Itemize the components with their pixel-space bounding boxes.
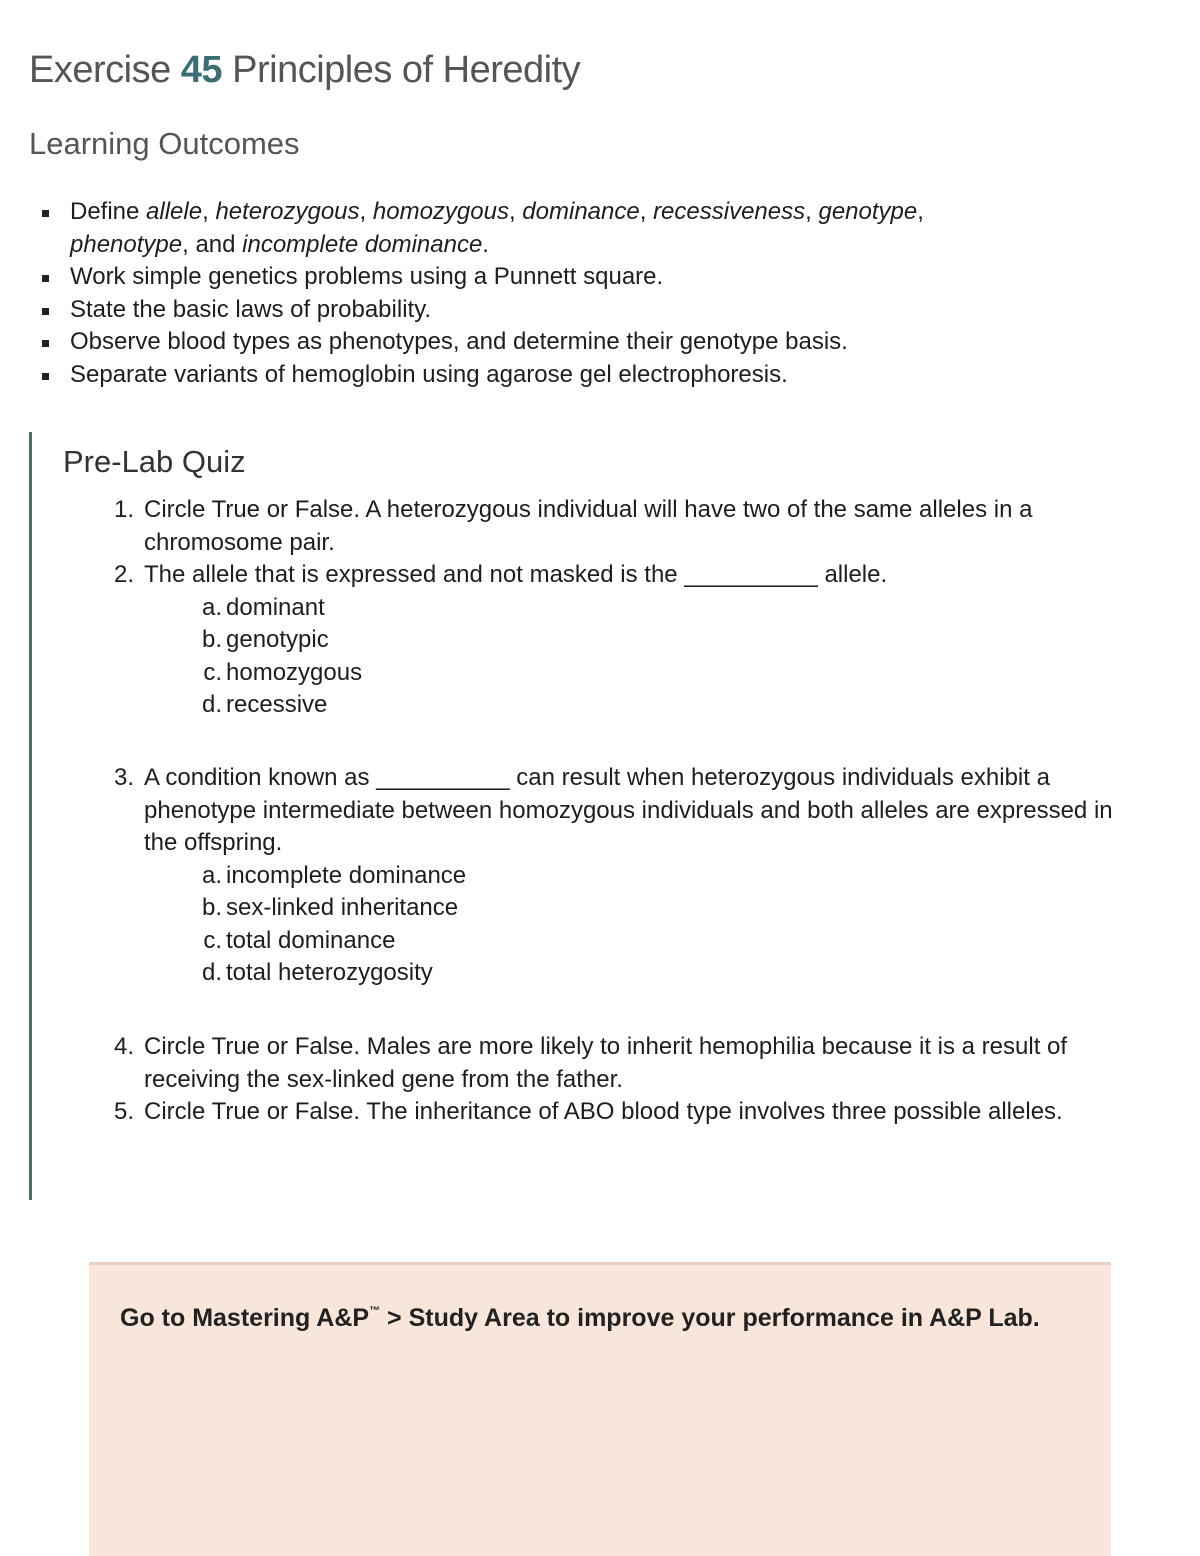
option-letter: c. xyxy=(203,926,222,954)
question-number: 4. xyxy=(114,1033,135,1060)
answer-option xyxy=(196,892,1124,925)
answer-options xyxy=(196,860,1124,990)
quiz-question-5 xyxy=(114,1096,1124,1129)
outcome-text: Observe blood types as phenotypes, and determine their genotype basis. xyxy=(70,328,848,355)
question-number: 2. xyxy=(114,561,135,588)
option-text: total dominance xyxy=(226,926,396,954)
option-text: incomplete dominance xyxy=(226,861,467,889)
option-text: sex-linked inheritance xyxy=(226,894,459,921)
list-item xyxy=(42,196,1152,261)
outcome-text: , xyxy=(508,198,523,225)
option-letter: a. xyxy=(201,861,222,889)
question-number: 3. xyxy=(114,764,135,791)
question-text: The allele that is expressed and not masked is the __________ allele. xyxy=(144,561,888,588)
answer-option xyxy=(196,592,1124,625)
question-number: 5. xyxy=(114,1098,135,1125)
title-name: Principles of Heredity xyxy=(232,49,581,91)
quiz-question-4 xyxy=(114,1031,1124,1096)
quiz-question-1 xyxy=(114,494,1124,559)
answer-option xyxy=(196,925,1124,958)
term: incomplete dominance xyxy=(242,230,483,258)
bullet-icon xyxy=(42,210,49,217)
outcome-text: Separate variants of hemoglobin using agarose gel electrophoresis. xyxy=(70,360,788,388)
quiz-question-2 xyxy=(114,559,1124,722)
quiz-question-3 xyxy=(114,762,1124,990)
trademark-symbol: ™ xyxy=(369,1305,381,1317)
list-item xyxy=(42,359,1152,392)
term: heterozygous xyxy=(215,198,360,225)
option-letter: a. xyxy=(201,593,222,621)
answer-option xyxy=(196,860,1124,893)
option-letter: b. xyxy=(201,894,222,921)
option-letter: b. xyxy=(201,626,222,653)
option-letter: d. xyxy=(201,691,222,718)
outcome-text: , and xyxy=(182,230,243,258)
question-text: Circle True or False. The inheritance of ABO blood type involves three possible alleles. xyxy=(144,1098,1063,1125)
option-text: dominant xyxy=(226,593,325,621)
option-text: homozygous xyxy=(226,658,363,686)
answer-option xyxy=(196,689,1124,722)
question-text: Circle True or False. Males are more likely to inherit hemophilia because it is a result of receiving the sex-linked gene from the father. xyxy=(144,1033,1068,1093)
outcome-text: , xyxy=(917,198,924,225)
term: phenotype xyxy=(70,230,183,258)
outcome-text: State the basic laws of probability. xyxy=(70,295,432,323)
bullet-icon xyxy=(42,340,49,347)
answer-options xyxy=(196,592,1124,722)
callout-text xyxy=(120,1295,1080,1335)
term: homozygous xyxy=(372,198,509,225)
option-text: genotypic xyxy=(226,626,329,653)
outcome-text: , xyxy=(639,198,654,225)
outcome-text: Define xyxy=(70,198,147,225)
term: genotype xyxy=(818,198,918,225)
term: recessiveness xyxy=(653,198,806,225)
bullet-icon xyxy=(42,373,49,380)
learning-outcomes-heading: Learning Outcomes xyxy=(29,126,300,161)
callout-text-start: Go to Mastering A&P xyxy=(120,1304,370,1332)
question-number: 1. xyxy=(114,496,135,523)
answer-option xyxy=(196,957,1124,990)
answer-option xyxy=(196,657,1124,690)
list-item xyxy=(42,294,1152,327)
outcome-text: , xyxy=(202,198,216,225)
option-text: total heterozygosity xyxy=(226,959,433,986)
option-text: recessive xyxy=(226,691,328,718)
list-item xyxy=(42,261,1152,294)
question-text: A condition known as __________ can result when heterozygous individuals exhibit a phenotype intermediate between homozygous individuals and both alleles are expressed in the offspring. xyxy=(144,764,1113,856)
title-prefix: Exercise xyxy=(29,49,171,91)
question-text: Circle True or False. A heterozygous individual will have two of the same alleles in a chromosome pair. xyxy=(144,496,1033,556)
mastering-callout xyxy=(89,1262,1111,1556)
outcome-text: , xyxy=(805,198,819,225)
pre-lab-quiz xyxy=(29,432,1152,1200)
outcome-text: Work simple genetics problems using a Punnett square. xyxy=(70,263,664,290)
term: allele xyxy=(146,198,203,225)
exercise-number: 45 xyxy=(180,49,223,91)
option-letter: d. xyxy=(201,959,222,986)
term: dominance xyxy=(522,198,640,225)
learning-outcomes-list xyxy=(42,196,1152,391)
bullet-icon xyxy=(42,308,49,315)
answer-option xyxy=(196,624,1124,657)
outcome-text: , xyxy=(359,198,373,225)
outcome-text: . xyxy=(482,230,489,258)
list-item xyxy=(42,326,1152,359)
option-letter: c. xyxy=(203,658,222,686)
page-title xyxy=(29,46,580,94)
quiz-heading: Pre-Lab Quiz xyxy=(63,444,246,479)
callout-text-end: > Study Area to improve your performance in A&P Lab. xyxy=(380,1304,1040,1332)
bullet-icon xyxy=(42,275,49,282)
